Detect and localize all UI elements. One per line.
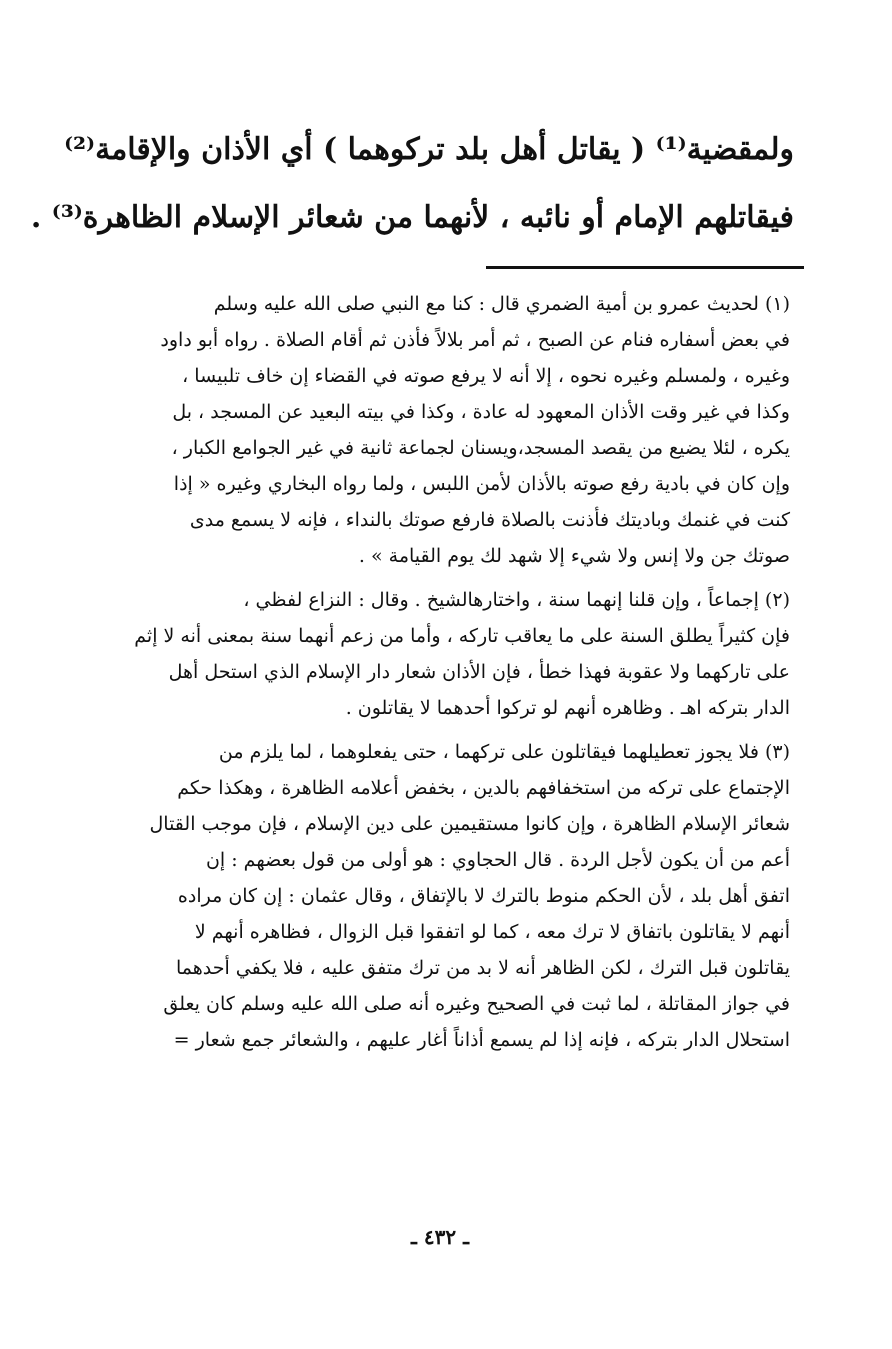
- footnote-1: [66, 286, 790, 574]
- footnote-line: وإن كان في بادية رفع صوته بالأذان لأمن اللبس ، ولما رواه البخاري وغيره « إذا: [173, 473, 790, 495]
- footnote-line: (١) لحديث عمرو بن أمية الضمري قال : كنا مع النبي صلى الله عليه وسلم: [213, 293, 790, 315]
- main-text-line: ولمقضية⁽¹⁾ ( يقاتل أهل بلد تركوهما ) أي الأذان والإقامة⁽²⁾: [64, 132, 794, 167]
- footnote-line: في جواز المقاتلة ، لما ثبت في الصحيح وغيره أنه صلى الله عليه وسلم كان يعلق: [163, 993, 790, 1015]
- footnote-line: على تاركهما ولا عقوبة فهذا خطأ ، فإن الأذان شعار دار الإسلام الذي استحل أهل: [168, 661, 790, 683]
- footnote-line: يكره ، لئلا يضيع من يقصد المسجد،ويسنان لجماعة ثانية في غير الجوامع الكبار ،: [171, 437, 790, 459]
- main-text-line: فيقاتلهم الإمام أو نائبه ، لأنهما من شعائر الإسلام الظاهرة⁽³⁾ .: [30, 200, 794, 235]
- footnote-line: أنهم لا يقاتلون باتفاق لا ترك معه ، كما لو اتفقوا قبل الزوال ، فظاهره أنهم لا: [194, 921, 790, 943]
- footnote-line: كنت في غنمك وباديتك فأذنت بالصلاة فارفع صوتك بالنداء ، فإنه لا يسمع مدى: [189, 509, 790, 531]
- footnote-line: استحلال الدار بتركه ، فإنه إذا لم يسمع أذاناً أغار عليهم ، والشعائر جمع شعار =: [173, 1029, 790, 1051]
- footnote-3: [66, 734, 790, 1058]
- page-number: ـ ٤٣٢ ـ: [411, 1225, 469, 1249]
- footnote-2: [66, 582, 790, 726]
- footnote-line: الدار بتركه اهـ . وظاهره أنهم لو تركوا أحدهما لا يقاتلون .: [345, 697, 790, 719]
- footnote-line: وغيره ، ولمسلم وغيره نحوه ، إلا أنه لا يرفع صوته في القضاء إن خاف تلبيسا ،: [182, 365, 790, 387]
- footnotes-block: [66, 286, 790, 1058]
- footnote-line: أعم من أن يكون لأجل الردة . قال الحجاوي : هو أولى من قول بعضهم : إن: [205, 849, 790, 871]
- footnote-line: يقاتلون قبل الترك ، لكن الظاهر أنه لا بد من ترك متفق عليه ، فلا يكفي أحدهما: [175, 957, 790, 979]
- footnote-line: الإجتماع على تركه من استخفافهم بالدين ، بخفض أعلامه الظاهرة ، وهكذا حكم: [177, 777, 790, 799]
- footnote-line: شعائر الإسلام الظاهرة ، وإن كانوا مستقيمين على دين الإسلام ، فإن موجب القتال: [149, 813, 790, 835]
- footnote-line: صوتك جن ولا إنس ولا شيء إلا شهد لك يوم القيامة » .: [358, 545, 790, 567]
- footnote-line: وكذا في غير وقت الأذان المعهود له عادة ، وكذا في بيته البعيد عن المسجد ، بل: [172, 401, 790, 423]
- footnote-line: فإن كثيراً يطلق السنة على ما يعاقب تاركه ، وأما من زعم أنهما سنة بمعنى أنه لا إثم: [134, 625, 790, 647]
- footnote-separator: [486, 266, 804, 269]
- main-text-block: [30, 116, 794, 252]
- footnote-line: (٣) فلا يجوز تعطيلهما فيقاتلون على تركهما ، حتى يفعلوهما ، لما يلزم من: [218, 741, 790, 763]
- footnote-line: اتفق أهل بلد ، لأن الحكم منوط بالترك لا بالإتفاق ، وقال عثمان : إن كان مراده: [177, 885, 790, 907]
- footnote-line: (٢) إجماعاً ، وإن قلنا إنهما سنة ، واختارهالشيخ . وقال : النزاع لفظي ،: [243, 589, 790, 611]
- footnote-line: في بعض أسفاره فنام عن الصبح ، ثم أمر بلالاً فأذن ثم أقام الصلاة . رواه أبو داود: [160, 329, 790, 351]
